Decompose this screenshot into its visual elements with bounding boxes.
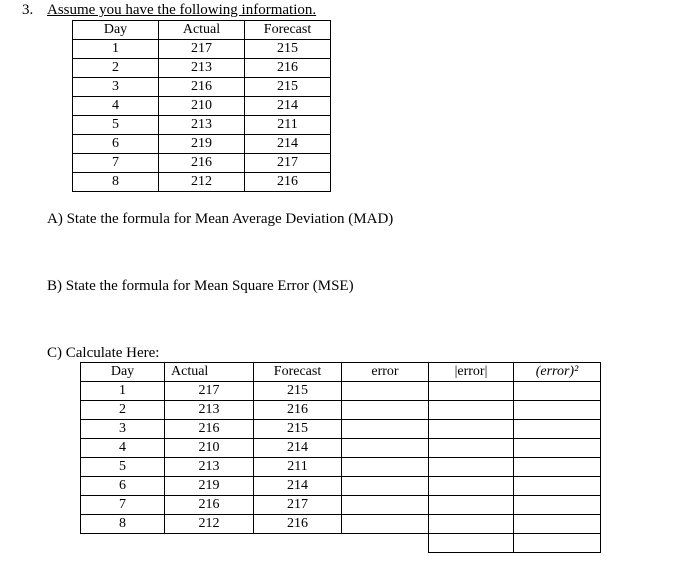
cell-actual: 212 xyxy=(159,173,245,192)
empty-cell xyxy=(81,534,165,553)
table-header-row xyxy=(81,363,601,382)
cell-abs-error[interactable] xyxy=(429,401,514,420)
cell-error[interactable] xyxy=(342,515,429,534)
cell-abs-error[interactable] xyxy=(429,496,514,515)
part-a-prompt: A) State the formula for Mean Average Deviation (MAD) xyxy=(47,211,394,227)
cell-forecast: 216 xyxy=(245,59,331,78)
cell-error[interactable] xyxy=(342,439,429,458)
cell-abs-error[interactable] xyxy=(429,382,514,401)
part-b-prompt: B) State the formula for Mean Square Error (MSE) xyxy=(47,278,354,294)
cell-forecast: 211 xyxy=(254,458,342,477)
table-row xyxy=(73,97,331,116)
header-actual: Actual xyxy=(159,21,245,40)
cell-day: 8 xyxy=(81,515,165,534)
cell-actual: 217 xyxy=(159,40,245,59)
table-row xyxy=(81,477,601,496)
table-row xyxy=(81,439,601,458)
question-intro: Assume you have the following information. xyxy=(47,2,317,18)
cell-error[interactable] xyxy=(342,477,429,496)
cell-forecast: 217 xyxy=(245,154,331,173)
cell-error[interactable] xyxy=(342,496,429,515)
calculation-table xyxy=(80,362,601,553)
empty-cell xyxy=(254,534,342,553)
table-row xyxy=(73,116,331,135)
table-header-row xyxy=(73,21,331,40)
table-row xyxy=(73,154,331,173)
cell-actual: 213 xyxy=(159,59,245,78)
cell-actual: 219 xyxy=(165,477,254,496)
cell-actual: 219 xyxy=(159,135,245,154)
cell-actual: 212 xyxy=(165,515,254,534)
part-c-prompt: C) Calculate Here: xyxy=(47,345,160,361)
cell-squared-error[interactable] xyxy=(514,439,601,458)
table-row xyxy=(81,420,601,439)
cell-abs-error[interactable] xyxy=(429,477,514,496)
cell-forecast: 215 xyxy=(245,78,331,97)
cell-day: 7 xyxy=(81,496,165,515)
table-row xyxy=(73,40,331,59)
cell-squared-error[interactable] xyxy=(514,477,601,496)
cell-squared-error[interactable] xyxy=(514,420,601,439)
cell-day: 8 xyxy=(73,173,159,192)
table-row xyxy=(81,401,601,420)
header-abs-error: |error| xyxy=(429,363,514,382)
cell-day: 1 xyxy=(73,40,159,59)
cell-day: 4 xyxy=(73,97,159,116)
header-forecast: Forecast xyxy=(254,363,342,382)
cell-forecast: 216 xyxy=(254,401,342,420)
empty-cell xyxy=(165,534,254,553)
cell-squared-error[interactable] xyxy=(514,401,601,420)
cell-day: 6 xyxy=(73,135,159,154)
table-row xyxy=(81,496,601,515)
cell-abs-error[interactable] xyxy=(429,515,514,534)
data-table xyxy=(72,20,331,192)
cell-abs-error[interactable] xyxy=(429,439,514,458)
cell-error[interactable] xyxy=(342,458,429,477)
cell-day: 2 xyxy=(73,59,159,78)
cell-day: 7 xyxy=(73,154,159,173)
cell-day: 3 xyxy=(81,420,165,439)
header-day: Day xyxy=(81,363,165,382)
table-row xyxy=(73,135,331,154)
cell-actual: 210 xyxy=(159,97,245,116)
cell-forecast: 215 xyxy=(245,40,331,59)
empty-cell xyxy=(342,534,429,553)
cell-actual: 216 xyxy=(165,420,254,439)
cell-day: 3 xyxy=(73,78,159,97)
cell-actual: 216 xyxy=(165,496,254,515)
cell-forecast: 214 xyxy=(245,97,331,116)
cell-actual: 216 xyxy=(159,154,245,173)
table-row xyxy=(81,382,601,401)
cell-forecast: 211 xyxy=(245,116,331,135)
header-squared-error: (error)² xyxy=(514,363,601,382)
cell-forecast: 214 xyxy=(245,135,331,154)
cell-actual: 217 xyxy=(165,382,254,401)
cell-abs-error[interactable] xyxy=(429,420,514,439)
cell-squared-error[interactable] xyxy=(514,496,601,515)
cell-forecast: 215 xyxy=(254,420,342,439)
total-abs-error[interactable] xyxy=(429,534,514,553)
totals-row xyxy=(81,534,601,553)
cell-actual: 213 xyxy=(159,116,245,135)
cell-actual: 216 xyxy=(159,78,245,97)
cell-forecast: 215 xyxy=(254,382,342,401)
cell-error[interactable] xyxy=(342,420,429,439)
cell-day: 5 xyxy=(73,116,159,135)
cell-abs-error[interactable] xyxy=(429,458,514,477)
cell-forecast: 214 xyxy=(254,477,342,496)
question-number: 3. xyxy=(22,2,34,18)
header-error: error xyxy=(342,363,429,382)
cell-forecast: 216 xyxy=(254,515,342,534)
table-row xyxy=(73,59,331,78)
cell-forecast: 214 xyxy=(254,439,342,458)
cell-day: 2 xyxy=(81,401,165,420)
table-row xyxy=(81,458,601,477)
cell-day: 4 xyxy=(81,439,165,458)
cell-error[interactable] xyxy=(342,382,429,401)
cell-day: 6 xyxy=(81,477,165,496)
header-forecast: Forecast xyxy=(245,21,331,40)
cell-day: 1 xyxy=(81,382,165,401)
cell-squared-error[interactable] xyxy=(514,458,601,477)
cell-squared-error[interactable] xyxy=(514,382,601,401)
cell-forecast: 217 xyxy=(254,496,342,515)
cell-forecast: 216 xyxy=(245,173,331,192)
cell-day: 5 xyxy=(81,458,165,477)
table-row xyxy=(73,78,331,97)
table-row xyxy=(81,515,601,534)
header-day: Day xyxy=(73,21,159,40)
cell-error[interactable] xyxy=(342,401,429,420)
cell-actual: 213 xyxy=(165,401,254,420)
cell-actual: 210 xyxy=(165,439,254,458)
cell-squared-error[interactable] xyxy=(514,515,601,534)
cell-actual: 213 xyxy=(165,458,254,477)
header-actual: Actual xyxy=(165,363,254,382)
total-squared-error[interactable] xyxy=(514,534,601,553)
table-row xyxy=(73,173,331,192)
